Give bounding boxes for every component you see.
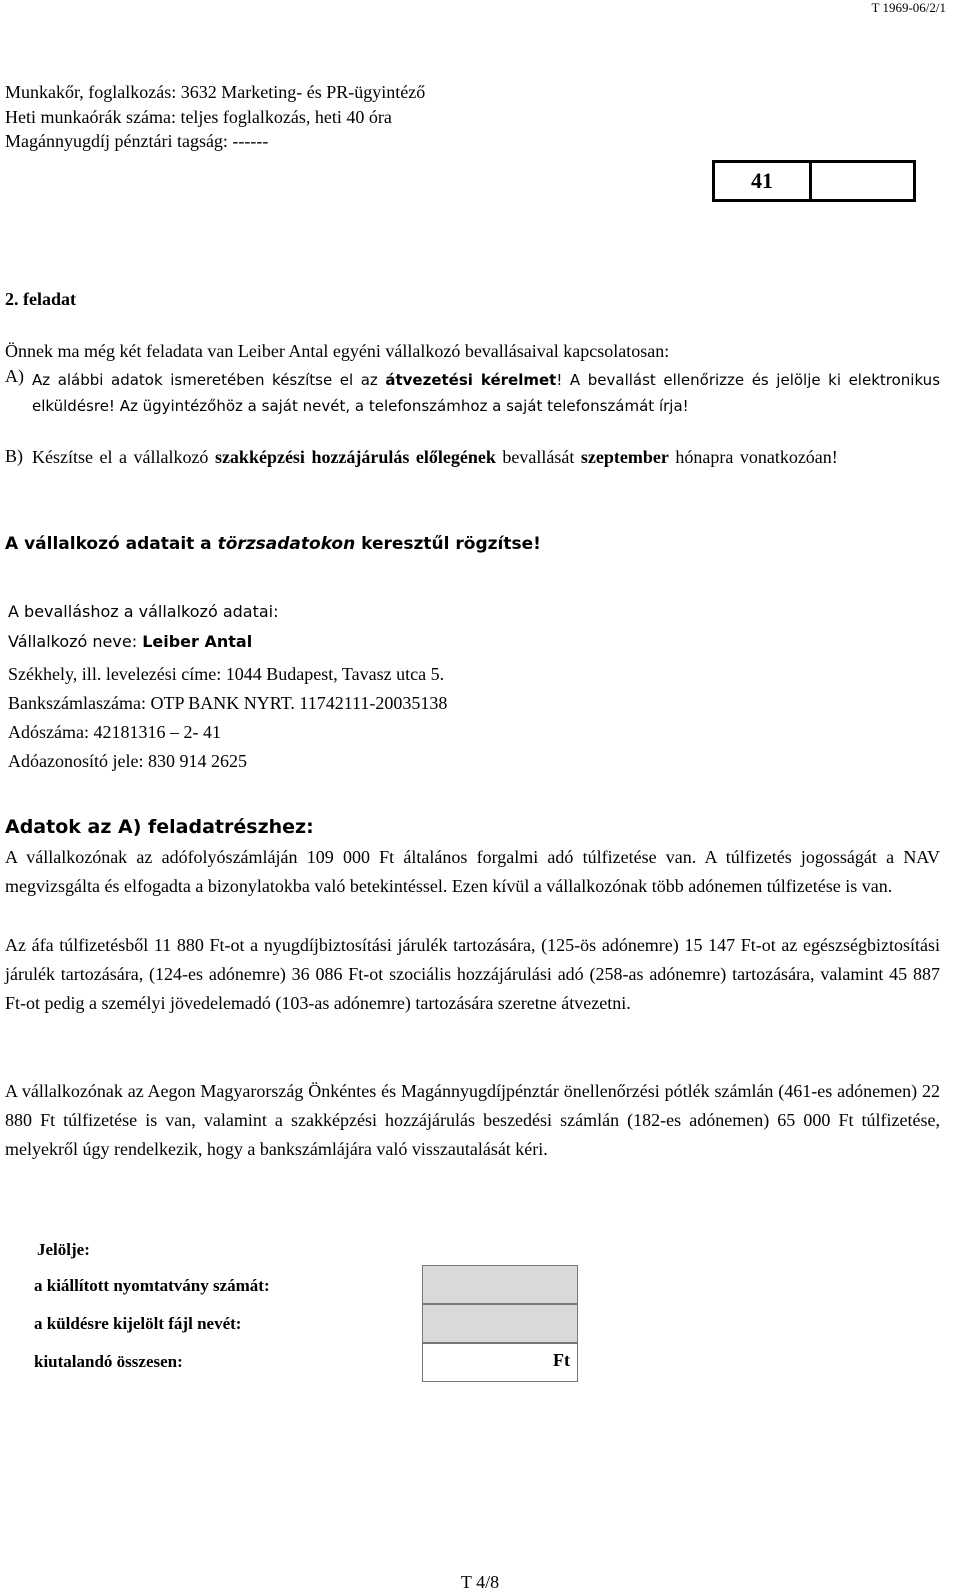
section-a-paragraph-3: A vállalkozónak az Aegon Magyarország Önkéntes és Magánnyugdíjpénztár önellenőrzési pótlék számlán (461-es adónemen) 22 880 Ft túlfizetése is van, valamint a szakképzési hozzájárulás beszedési számlán (182-es adónemen) 65 000 Ft túlfizetése, melyekről úgy rendelkezik, hogy a bankszámlájára való visszautalását kéri. <box>5 1081 940 1159</box>
section-a-paragraph-2: Az áfa túlfizetésből 11 880 Ft-ot a nyugdíjbiztosítási járulék tartozására, (125-ös adónemre) 15 147 Ft-ot az egészségbiztosítási járulék tartozására, (124-es adónemre) 36 086 Ft-ot szociális hozzájárulási adó (258-as adónemre) tartozására, valamint 45 887 Ft-ot pedig a személyi jövedelemadó (103-as adónemre) tartozására szeretne átvezetni. <box>5 935 940 1013</box>
task-b-text-part: bevallását <box>495 447 581 467</box>
job-info <box>5 80 425 154</box>
currency-unit: Ft <box>553 1350 570 1370</box>
section-a-heading: Adatok az A) feladatrészhez: <box>5 816 314 838</box>
mark-file-name-label: a küldésre kijelölt fájl nevét: <box>34 1314 242 1333</box>
task-a-label: A) <box>5 366 24 386</box>
mark-form-number-label: a kiállított nyomtatvány számát: <box>34 1276 270 1295</box>
file-name-field[interactable] <box>422 1304 578 1343</box>
score-blank-cell <box>812 163 913 199</box>
name-value: Leiber Antal <box>142 632 253 651</box>
tax-number-line: Adószáma: 42181316 – 2- 41 <box>8 722 221 742</box>
score-box <box>712 160 916 202</box>
entrepreneur-details <box>8 660 447 776</box>
address-line: Székhely, ill. levelezési címe: 1044 Budapest, Tavasz utca 5. <box>8 664 445 684</box>
task-b-label: B) <box>5 446 23 466</box>
task-b-text <box>32 444 942 471</box>
task-b-bold: szakképzési hozzájárulás előlegének <box>214 447 496 467</box>
job-title-line: Munkakőr, foglalkozás: 3632 Marketing- és PR-ügyintéző <box>5 82 426 102</box>
task-b-bold: szeptember <box>580 447 669 467</box>
tax-id-line: Adóazonosító jele: 830 914 2625 <box>8 751 247 771</box>
pension-fund-line: Magánnyugdíj pénztári tagság: ------ <box>5 131 269 151</box>
entrepreneur-name <box>8 627 279 657</box>
task-b-text-part: hónapra vonatkozóan! <box>668 447 838 467</box>
task-title: 2. feladat <box>5 289 76 309</box>
mark-heading: Jelölje: <box>37 1240 90 1259</box>
name-label: Vállalkozó neve: <box>8 632 143 651</box>
form-number-field[interactable] <box>422 1265 578 1304</box>
section-a-paragraph-1: A vállalkozónak az adófolyószámláján 109 000 Ft általános forgalmi adó túlfizetése van. A túlfizetés jogosságát a NAV megvizsgálta és elfogadta a bizonylatokba való betekintéssel. Ezen kívül a vállalkozónak több adónemen túlfizetése is van. <box>5 847 940 896</box>
task-a-bold: átvezetési kérelmet <box>385 371 557 389</box>
task-lead: Önnek ma még két feladata van Leiber Antal egyéni vállalkozó bevallásaival kapcsolatosan: <box>5 341 670 361</box>
task-a-text-part: Az alábbi adatok ismeretében készítse el az <box>32 371 386 389</box>
entrepreneur-data <box>8 597 279 657</box>
page-number: T 4/8 <box>460 1572 500 1592</box>
task-a-text-part: ! A bevallást ellenőrizze és jelölje ki elektronikus elküldésre! Az ügyintézőhöz a saját nevét, a telefonszámhoz a saját telefonszámát írja! <box>32 371 941 415</box>
instruction-italic: törzsadatokon <box>217 534 356 554</box>
entrepreneur-instruction <box>5 534 541 554</box>
entrepreneur-heading: A bevalláshoz a vállalkozó adatai: <box>8 602 279 621</box>
instruction-part: keresztűl rögzítse! <box>355 534 541 554</box>
bank-account-line: Bankszámlaszáma: OTP BANK NYRT. 11742111-20035138 <box>8 693 448 713</box>
working-hours-line: Heti munkaórák száma: teljes foglalkozás, heti 40 óra <box>5 106 392 127</box>
instruction-part: A vállalkozó adatait a <box>5 534 218 554</box>
task-b-text-part: Készítse el a vállalkozó <box>32 447 215 467</box>
mark-total-label: kiutalandó összesen: <box>34 1352 183 1371</box>
document-code: T 1969-06/2/1 <box>871 0 946 15</box>
task-a-text <box>32 367 940 419</box>
score-number: 41 <box>715 163 812 199</box>
